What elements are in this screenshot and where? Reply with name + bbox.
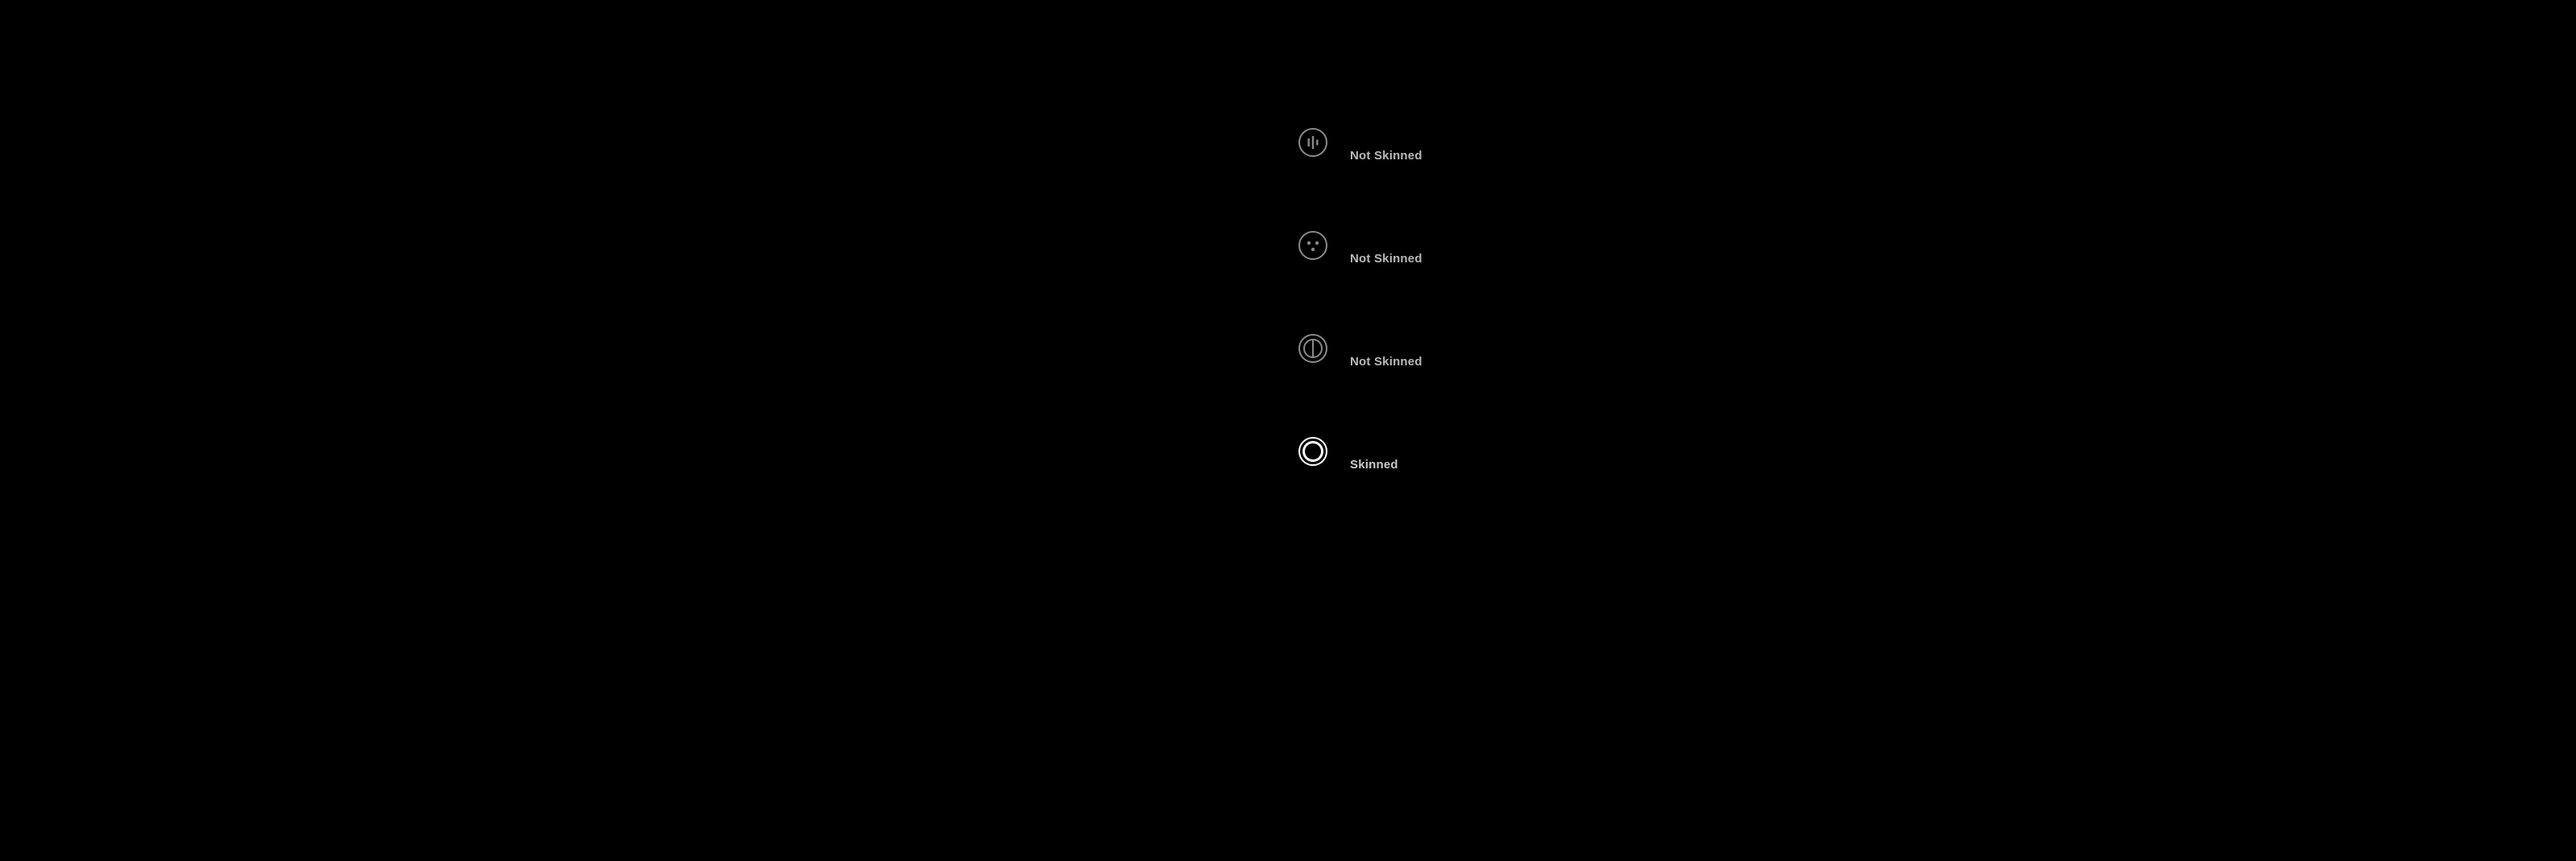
list-item-label: Not Skinned [1350, 354, 1422, 369]
list-item-label: Skinned [1350, 457, 1398, 472]
half-filled-circle-icon[interactable] [1292, 328, 1334, 369]
skin-status-list [1292, 91, 1422, 503]
list-item-label: Not Skinned [1350, 148, 1422, 163]
filled-ring-circle-icon[interactable] [1292, 430, 1334, 472]
three-dots-circle-icon[interactable] [1292, 225, 1334, 266]
list-item-label: Not Skinned [1350, 251, 1422, 266]
audio-waveform-circle-icon[interactable] [1292, 122, 1334, 163]
list-item[interactable] [1292, 194, 1422, 297]
list-item[interactable] [1292, 297, 1422, 400]
list-item[interactable] [1292, 91, 1422, 194]
list-item[interactable] [1292, 400, 1422, 503]
